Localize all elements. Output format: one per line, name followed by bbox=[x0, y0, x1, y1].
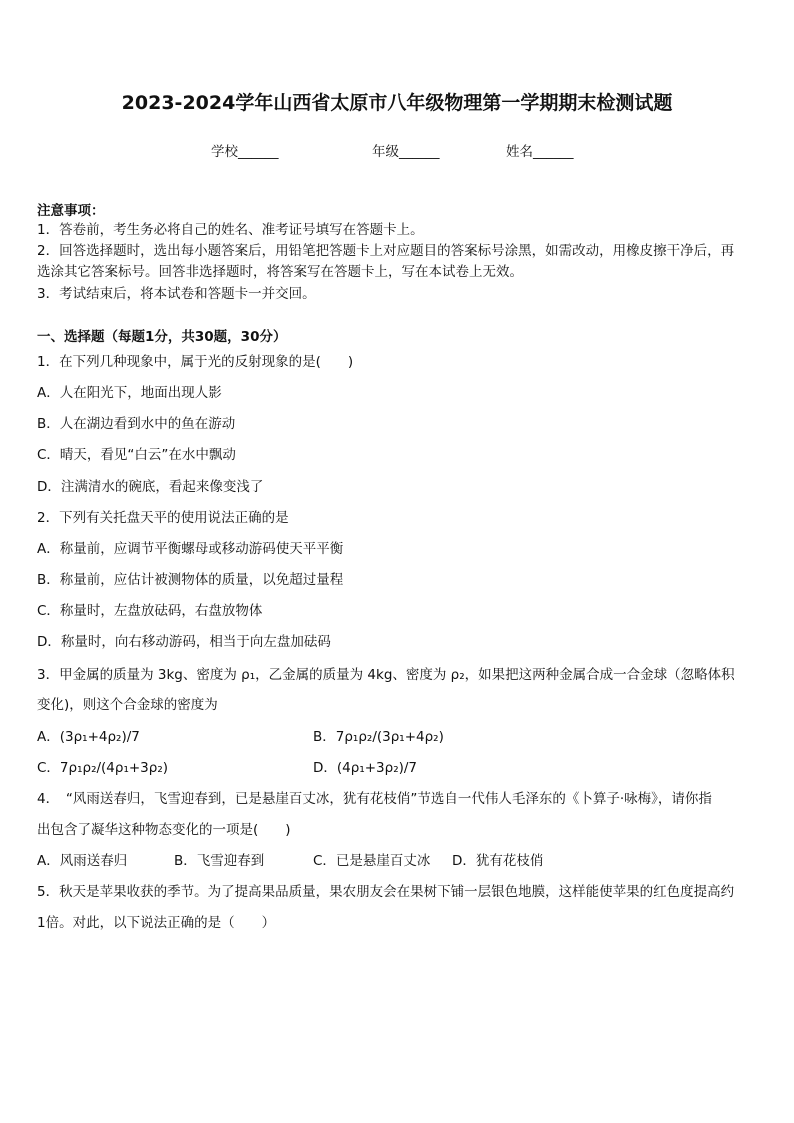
option: D．(4ρ₁+3ρ₂)/7 bbox=[313, 760, 418, 776]
question-4: 4． “风雨送春归，飞雪迎春到，已是悬崖百丈冰，犹有花枝俏”节选自一代伟人毛泽东的《卜算子·咏梅》，请你指 bbox=[37, 791, 712, 807]
question-5-cont: 1倍。对此，以下说法正确的是（ ） bbox=[37, 915, 276, 931]
note-line: 1．答卷前，考生务必将自己的姓名、准考证号填写在答题卡上。 bbox=[37, 222, 424, 238]
option: A．人在阳光下，地面出现人影 bbox=[37, 385, 222, 401]
option: C．7ρ₁ρ₂/(4ρ₁+3ρ₂) bbox=[37, 760, 169, 776]
section-heading: 一、选择题（每题1分，共30题，30分） bbox=[37, 329, 287, 345]
question-4-cont: 出包含了凝华这种物态变化的一项是( ) bbox=[37, 822, 291, 838]
question-5: 5．秋天是苹果收获的季节。为了提高果品质量，果农朋友会在果树下铺一层银色地膜，这样能使苹果的红色度提高约 bbox=[37, 884, 735, 900]
page-title: 2023-2024学年山西省太原市八年级物理第一学期期末检测试题 bbox=[121, 92, 673, 114]
grade-field: 年级______ bbox=[372, 144, 440, 160]
note-line: 选涂其它答案标号。回答非选择题时，将答案写在答题卡上，写在本试卷上无效。 bbox=[37, 264, 523, 280]
option: B．人在湖边看到水中的鱼在游动 bbox=[37, 416, 236, 432]
question-2: 2．下列有关托盘天平的使用说法正确的是 bbox=[37, 510, 289, 526]
question-3: 3．甲金属的质量为 3kg、密度为 ρ₁，乙金属的质量为 4kg、密度为 ρ₂，如果把这两种金属合成一合金球（忽略体积 bbox=[37, 667, 735, 683]
option: A．风雨送春归 bbox=[37, 853, 128, 869]
option: C．已是悬崖百丈冰 bbox=[313, 853, 431, 869]
option: A．(3ρ₁+4ρ₂)/7 bbox=[37, 729, 140, 745]
notes-heading: 注意事项： bbox=[37, 203, 105, 219]
option: A．称量前，应调节平衡螺母或移动游码使天平平衡 bbox=[37, 541, 344, 557]
note-line: 2．回答选择题时，选出每小题答案后，用铅笔把答题卡上对应题目的答案标号涂黑，如需改动，用橡皮擦干净后，再 bbox=[37, 243, 735, 259]
option: D．注满清水的碗底，看起来像变浅了 bbox=[37, 479, 264, 495]
option: D．犹有花枝俏 bbox=[452, 853, 544, 869]
option: B．称量前，应估计被测物体的质量，以免超过量程 bbox=[37, 572, 344, 588]
name-field: 姓名______ bbox=[506, 144, 574, 160]
school-field: 学校______ bbox=[211, 144, 279, 160]
option: B．7ρ₁ρ₂/(3ρ₁+4ρ₂) bbox=[313, 729, 444, 745]
option: B．飞雪迎春到 bbox=[174, 853, 265, 869]
option: D．称量时，向右移动游码，相当于向左盘加砝码 bbox=[37, 634, 331, 650]
question-3-cont: 变化)，则这个合金球的密度为 bbox=[37, 697, 218, 713]
note-line: 3．考试结束后，将本试卷和答题卡一并交回。 bbox=[37, 286, 316, 302]
option: C．称量时，左盘放砝码，右盘放物体 bbox=[37, 603, 263, 619]
option: C．晴天，看见“白云”在水中飘动 bbox=[37, 447, 236, 463]
question-1: 1．在下列几种现象中，属于光的反射现象的是( ) bbox=[37, 354, 354, 370]
